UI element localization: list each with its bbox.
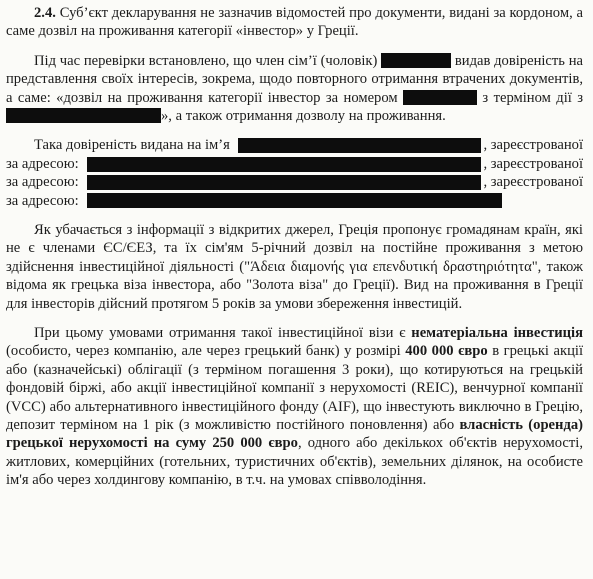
p2-line1-end: , зареєстрованої [483, 137, 583, 154]
p1-text-b: видав довіреність на представлення своїх інтересів, зокрема, щодо повторного отримання втрачених документів, а саме: «дозвіл на проживання категорії інвестор за номером [6, 52, 583, 106]
paragraph-addresses [6, 136, 583, 210]
p2-line4-start: за адресою: [6, 192, 79, 209]
p1-text-c: з терміном дії з [482, 89, 583, 106]
address-line [6, 173, 583, 191]
p2-line2-start: за адресою: [6, 155, 79, 172]
redaction-bar [403, 90, 477, 105]
p4-bold-2: 400 000 євро [405, 343, 488, 360]
redaction-bar [6, 108, 161, 123]
p2-line1-start: Така довіреність видана на ім’я [34, 137, 230, 154]
redaction-bar [87, 175, 482, 190]
address-line [6, 192, 583, 210]
p4-bold-1: нематеріальна інвестиція [411, 325, 584, 342]
p2-line3-end: , зареєстрованої [483, 174, 583, 191]
p4-text-1: При цьому умовами отримання такої інвестиційної візи є [34, 325, 412, 342]
section-heading [6, 4, 583, 41]
p4-text-2: (особисто, через компанію, але через грецький банк) у розмірі [6, 343, 406, 360]
p2-line2-end: , зареєстрованої [483, 155, 583, 172]
redaction-bar [87, 193, 502, 208]
redaction-bar [87, 157, 482, 172]
p1-text-a: Під час перевірки встановлено, що член сім’ї (чоловік) [34, 52, 378, 69]
paragraph-conditions [6, 324, 583, 490]
p4-text-3: в грецькі акції або (казначейські) облігації (з терміном погашення 3 роки), що котируються на грецькій фондовій біржі, або акції інвестиційної компанії з нерухомості (REIC), венчурної компанії (VCC) або альтернативного інвестиційного фонду (AIF), що інвестують виключно в Грецію, депозит терміном на 1 рік (з можливістю постійного поновлення) або [6, 343, 583, 434]
redaction-bar [238, 138, 482, 153]
p2-line3-start: за адресою: [6, 174, 79, 191]
section-title: Суб’єкт декларування не зазначив відомостей про документи, видані за кордоном, а саме дозвіл на проживання категорії «інвестор» у Греції. [6, 5, 583, 40]
p1-text-d: », а також отримання дозволу на проживання. [161, 108, 446, 125]
section-number: 2.4. [34, 5, 56, 21]
p4-bold-3: власність (оренда) грецької нерухомості на суму 250 000 євро [6, 417, 583, 452]
address-line [6, 136, 583, 154]
address-line [6, 155, 583, 173]
p4-text-4: , одного або декількох об'єктів нерухомості, житлових, комерційних (готельних, туристичних об'єктів), земельних ділянок, на особисте ім'я або через холдингову компанію, в т.ч. на умовах співволодіння. [6, 435, 583, 489]
paragraph-golden-visa: Як убачається з інформації з відкритих джерел, Греція пропонує громадянам країн, які не є членами ЄС/ЄЕЗ, та їх сім'ям 5-річний дозвіл на постійне проживання з метою здійснення інвестиційної діяльності ("Άδεια διαμονής για επενδυτική δραστηριότητα", також відома як грецька віза інвестора, або "Золота віза" до Греції). Вид на проживання в Греції для інвесторів дійсний протягом 5 років за умови збереження інвестицій. [6, 222, 583, 312]
paragraph-power-of-attorney [6, 52, 583, 126]
redaction-bar [381, 53, 451, 68]
